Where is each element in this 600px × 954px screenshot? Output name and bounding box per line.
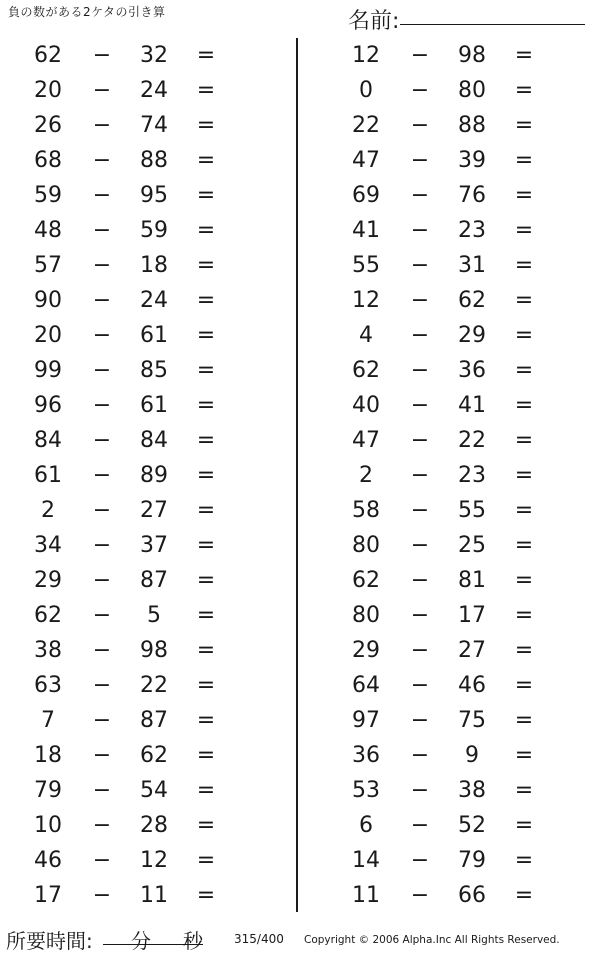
problem-row [28,808,288,843]
minuend: 90 [34,288,62,313]
equals-sign: = [196,603,216,628]
equals-sign: = [514,253,534,278]
minus-sign: − [410,218,430,243]
equals-sign: = [514,603,534,628]
equals-sign: = [196,813,216,838]
subtrahend: 59 [140,218,168,243]
minus-sign: − [410,78,430,103]
equals-sign: = [514,358,534,383]
equals-sign: = [514,638,534,663]
subtrahend: 84 [140,428,168,453]
problem-row [28,143,288,178]
problem-row [346,563,600,598]
problem-row [28,178,288,213]
subtrahend: 66 [458,883,486,908]
equals-sign: = [196,288,216,313]
minus-sign: − [92,428,112,453]
problem-row [346,423,600,458]
name-field-line[interactable] [400,24,585,25]
subtrahend: 18 [140,253,168,278]
minus-sign: − [410,358,430,383]
equals-sign: = [196,673,216,698]
subtrahend: 75 [458,708,486,733]
subtrahend: 88 [140,148,168,173]
minuend: 99 [34,358,62,383]
subtrahend: 87 [140,708,168,733]
subtrahend: 37 [140,533,168,558]
subtrahend: 61 [140,393,168,418]
minus-sign: − [410,253,430,278]
problem-row [28,703,288,738]
equals-sign: = [514,218,534,243]
equals-sign: = [196,113,216,138]
subtrahend: 98 [140,638,168,663]
subtrahend: 38 [458,778,486,803]
problem-row [346,143,600,178]
subtrahend: 61 [140,323,168,348]
minus-sign: − [410,148,430,173]
equals-sign: = [196,708,216,733]
minuend: 57 [34,253,62,278]
subtrahend: 81 [458,568,486,593]
problem-row [28,738,288,773]
minuend: 79 [34,778,62,803]
minutes-label: 分 [131,929,151,953]
subtrahend: 39 [458,148,486,173]
minuend: 55 [352,253,380,278]
minuend: 14 [352,848,380,873]
minuend: 40 [352,393,380,418]
minuend: 0 [359,78,373,103]
minus-sign: − [410,183,430,208]
minus-sign: − [410,603,430,628]
minuend: 12 [352,288,380,313]
subtrahend: 17 [458,603,486,628]
minuend: 62 [34,603,62,628]
minuend: 11 [352,883,380,908]
problem-row [346,388,600,423]
minus-sign: − [92,253,112,278]
minus-sign: − [410,638,430,663]
problem-row [346,493,600,528]
copyright-notice: Copyright © 2006 Alpha.Inc All Rights Reserved. [304,934,560,946]
minus-sign: − [92,743,112,768]
problem-row [346,528,600,563]
minus-sign: − [410,288,430,313]
subtrahend: 98 [458,43,486,68]
minuend: 97 [352,708,380,733]
equals-sign: = [514,533,534,558]
minuend: 10 [34,813,62,838]
minuend: 64 [352,673,380,698]
equals-sign: = [514,848,534,873]
problem-row [28,353,288,388]
problem-row [346,318,600,353]
minus-sign: − [410,673,430,698]
problem-row [28,213,288,248]
minus-sign: − [92,148,112,173]
problem-row [346,248,600,283]
problem-row [346,598,600,633]
equals-sign: = [514,708,534,733]
minuend: 20 [34,323,62,348]
problem-row [346,808,600,843]
minus-sign: − [92,708,112,733]
left-problem-column [28,38,288,913]
equals-sign: = [196,533,216,558]
minus-sign: − [92,603,112,628]
equals-sign: = [196,568,216,593]
equals-sign: = [196,743,216,768]
minus-sign: − [92,183,112,208]
minus-sign: − [92,638,112,663]
minus-sign: − [92,323,112,348]
minus-sign: − [92,813,112,838]
equals-sign: = [514,428,534,453]
equals-sign: = [514,78,534,103]
problem-row [28,843,288,878]
problem-row [28,773,288,808]
equals-sign: = [514,813,534,838]
minuend: 18 [34,743,62,768]
equals-sign: = [514,288,534,313]
equals-sign: = [514,148,534,173]
subtrahend: 27 [458,638,486,663]
problem-row [346,458,600,493]
minus-sign: − [92,393,112,418]
equals-sign: = [514,183,534,208]
equals-sign: = [514,778,534,803]
subtrahend: 5 [147,603,161,628]
minus-sign: − [92,533,112,558]
minuend: 63 [34,673,62,698]
equals-sign: = [514,568,534,593]
subtrahend: 23 [458,463,486,488]
problem-row [346,843,600,878]
minus-sign: − [410,393,430,418]
minuend: 4 [359,323,373,348]
minus-sign: − [410,43,430,68]
equals-sign: = [196,183,216,208]
equals-sign: = [514,883,534,908]
problem-row [28,318,288,353]
minuend: 2 [359,463,373,488]
minus-sign: − [410,743,430,768]
problem-row [28,283,288,318]
problem-row [346,773,600,808]
minus-sign: − [410,428,430,453]
minuend: 62 [34,43,62,68]
equals-sign: = [196,498,216,523]
equals-sign: = [196,218,216,243]
minuend: 84 [34,428,62,453]
minus-sign: − [92,358,112,383]
equals-sign: = [196,78,216,103]
time-taken-label: 所要時間: [6,929,93,953]
minuend: 80 [352,603,380,628]
minus-sign: − [410,323,430,348]
problem-row [28,563,288,598]
minuend: 53 [352,778,380,803]
equals-sign: = [196,778,216,803]
problem-row [28,73,288,108]
minus-sign: − [92,673,112,698]
equals-sign: = [196,148,216,173]
minuend: 7 [41,708,55,733]
problem-row [28,388,288,423]
subtrahend: 62 [140,743,168,768]
minus-sign: − [92,288,112,313]
minuend: 22 [352,113,380,138]
problem-row [346,73,600,108]
minus-sign: − [92,568,112,593]
minus-sign: − [410,463,430,488]
minus-sign: − [410,533,430,558]
subtrahend: 23 [458,218,486,243]
subtrahend: 85 [140,358,168,383]
subtrahend: 27 [140,498,168,523]
problem-row [28,528,288,563]
minuend: 36 [352,743,380,768]
equals-sign: = [514,113,534,138]
problem-row [28,458,288,493]
minus-sign: − [92,43,112,68]
subtrahend: 88 [458,113,486,138]
problem-row [346,878,600,913]
subtrahend: 32 [140,43,168,68]
minus-sign: − [410,708,430,733]
problem-row [346,108,600,143]
equals-sign: = [514,743,534,768]
subtrahend: 76 [458,183,486,208]
minus-sign: − [410,113,430,138]
problem-row [28,493,288,528]
minuend: 96 [34,393,62,418]
equals-sign: = [514,463,534,488]
minuend: 59 [34,183,62,208]
minus-sign: − [410,498,430,523]
subtrahend: 9 [465,743,479,768]
minus-sign: − [92,498,112,523]
problem-row [28,108,288,143]
subtrahend: 12 [140,848,168,873]
minuend: 6 [359,813,373,838]
problem-row [346,703,600,738]
problem-row [346,353,600,388]
problem-row [346,178,600,213]
minuend: 26 [34,113,62,138]
minuend: 29 [34,568,62,593]
minuend: 80 [352,533,380,558]
minus-sign: − [92,463,112,488]
equals-sign: = [196,638,216,663]
problem-row [28,598,288,633]
equals-sign: = [196,883,216,908]
equals-sign: = [514,393,534,418]
worksheet-title: 負の数がある2ケタの引き算 [8,5,166,19]
subtrahend: 79 [458,848,486,873]
problem-row [346,283,600,318]
minus-sign: − [92,778,112,803]
equals-sign: = [514,673,534,698]
minuend: 62 [352,568,380,593]
minuend: 41 [352,218,380,243]
subtrahend: 54 [140,778,168,803]
subtrahend: 74 [140,113,168,138]
equals-sign: = [196,253,216,278]
subtrahend: 31 [458,253,486,278]
equals-sign: = [196,463,216,488]
minus-sign: − [92,113,112,138]
minuend: 38 [34,638,62,663]
equals-sign: = [196,848,216,873]
subtrahend: 87 [140,568,168,593]
page-count: 315/400 [234,932,284,946]
problem-row [28,248,288,283]
subtrahend: 29 [458,323,486,348]
minuend: 47 [352,428,380,453]
minuend: 48 [34,218,62,243]
subtrahend: 52 [458,813,486,838]
problem-row [28,668,288,703]
problem-row [346,668,600,703]
column-divider [296,38,298,912]
name-label: 名前: [348,9,400,34]
subtrahend: 24 [140,78,168,103]
subtrahend: 62 [458,288,486,313]
minuend: 2 [41,498,55,523]
minus-sign: − [410,778,430,803]
minuend: 61 [34,463,62,488]
subtrahend: 11 [140,883,168,908]
right-problem-column [346,38,600,913]
minus-sign: − [92,883,112,908]
minus-sign: − [92,848,112,873]
minuend: 12 [352,43,380,68]
minuend: 58 [352,498,380,523]
minuend: 20 [34,78,62,103]
minus-sign: − [92,218,112,243]
subtrahend: 89 [140,463,168,488]
minus-sign: − [410,813,430,838]
equals-sign: = [514,43,534,68]
equals-sign: = [196,43,216,68]
minuend: 46 [34,848,62,873]
subtrahend: 95 [140,183,168,208]
minuend: 62 [352,358,380,383]
problem-row [28,633,288,668]
minuend: 29 [352,638,380,663]
equals-sign: = [196,323,216,348]
problem-row [28,38,288,73]
minus-sign: − [410,848,430,873]
equals-sign: = [196,393,216,418]
minus-sign: − [410,883,430,908]
subtrahend: 22 [140,673,168,698]
minus-sign: − [92,78,112,103]
minuend: 69 [352,183,380,208]
subtrahend: 55 [458,498,486,523]
subtrahend: 25 [458,533,486,558]
subtrahend: 28 [140,813,168,838]
equals-sign: = [196,428,216,453]
equals-sign: = [196,358,216,383]
subtrahend: 22 [458,428,486,453]
equals-sign: = [514,498,534,523]
subtrahend: 36 [458,358,486,383]
subtrahend: 46 [458,673,486,698]
minuend: 17 [34,883,62,908]
seconds-label: 秒 [183,929,203,953]
subtrahend: 80 [458,78,486,103]
problem-row [346,38,600,73]
problem-row [28,878,288,913]
problem-row [346,633,600,668]
subtrahend: 24 [140,288,168,313]
equals-sign: = [514,323,534,348]
minuend: 47 [352,148,380,173]
problem-row [28,423,288,458]
subtrahend: 41 [458,393,486,418]
minuend: 68 [34,148,62,173]
problem-row [346,213,600,248]
minuend: 34 [34,533,62,558]
problem-row [346,738,600,773]
minus-sign: − [410,568,430,593]
